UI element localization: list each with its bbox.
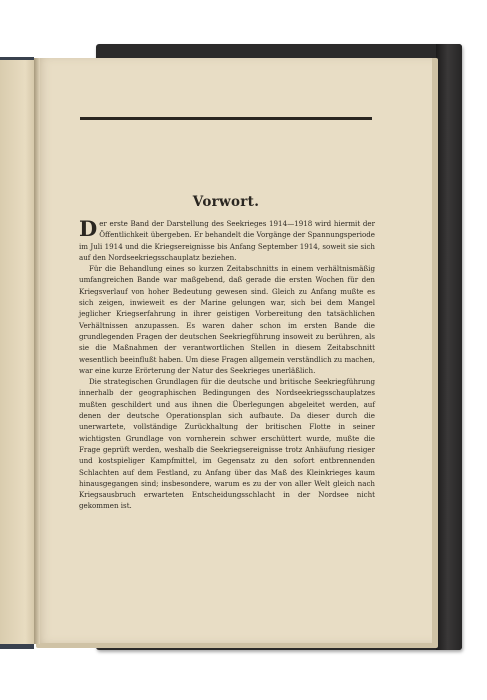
drop-cap: D (79, 216, 98, 241)
body-text (79, 218, 375, 512)
left-page (0, 60, 37, 644)
paragraph-1 (79, 218, 375, 263)
paragraph-2: Für die Behandlung eines so kurzen Zeitabschnitts in einem verhältnismäßig umfangreichen Bande war maßgebend, daß gerade die ersten Wochen für den Kriegsverlauf von hoher Bedeutung gewesen sind. Gleich zu Anfang mußte es sich zeigen, inwieweit es der Marine gelungen war, sich bei dem Mangel jeglicher Kriegserfahrung in ihrer geistigen Vorbereitung den tatsächlichen Verhältnissen anzupassen. Es waren daher schon im ersten Bande die grundlegenden Fragen der deutschen Seekriegführung insoweit zu berühren, als sie die Maßnahmen der verantwortlichen Stellen in diesem Zeitabschnitt wesentlich beeinflußt haben. Um diese Fragen allgemein verständlich zu machen, war eine kurze Erörterung der Natur des Seekrieges unerläßlich. (79, 264, 375, 375)
page-title: Vorwort. (192, 194, 260, 210)
book-spine-edge (436, 44, 462, 650)
paragraph-3: Die strategischen Grundlagen für die deutsche und britische Seekriegführung innerhalb der geographischen Bedingungen des Nordseekriegsschauplatzes mußten geschildert und aus ihnen die Überlegungen abgeleitet werden, auf denen der deutsche Operationsplan sich aufbaute. Da dieser durch die unerwartete, vollständige Zurückhaltung der britischen Flotte in seiner wichtigsten Grundlage von vornherein schwer erschüttert wurde, mußte die Frage geprüft werden, weshalb die Seekriegsereignisse trotz Anhäufung riesiger und kostspieliger Kampfmittel, im Gegensatz zu den sofort entbrennenden Schlachten auf dem Festland, zu Anfang über das Maß des Kleinkrieges kaum hinausgegangen sind; insbesondere, warum es zu der von aller Welt gleich nach Kriegsausbruch erwarteten Entscheidungsschlacht in der Nordsee nicht gekommen ist. (79, 377, 375, 511)
header-rule (80, 117, 372, 120)
page-gutter (34, 58, 40, 644)
paragraph-1-text: er erste Band der Darstellung des Seekrieges 1914—1918 wird hiermit der Öffentlichkeit übergeben. Er behandelt die Vorgänge der Spannungsperiode im Juli 1914 und die Kriegsereignisse bis Anfang September 1914, soweit sie sich auf den Nordseekriegsschauplatz beziehen. (79, 219, 375, 262)
